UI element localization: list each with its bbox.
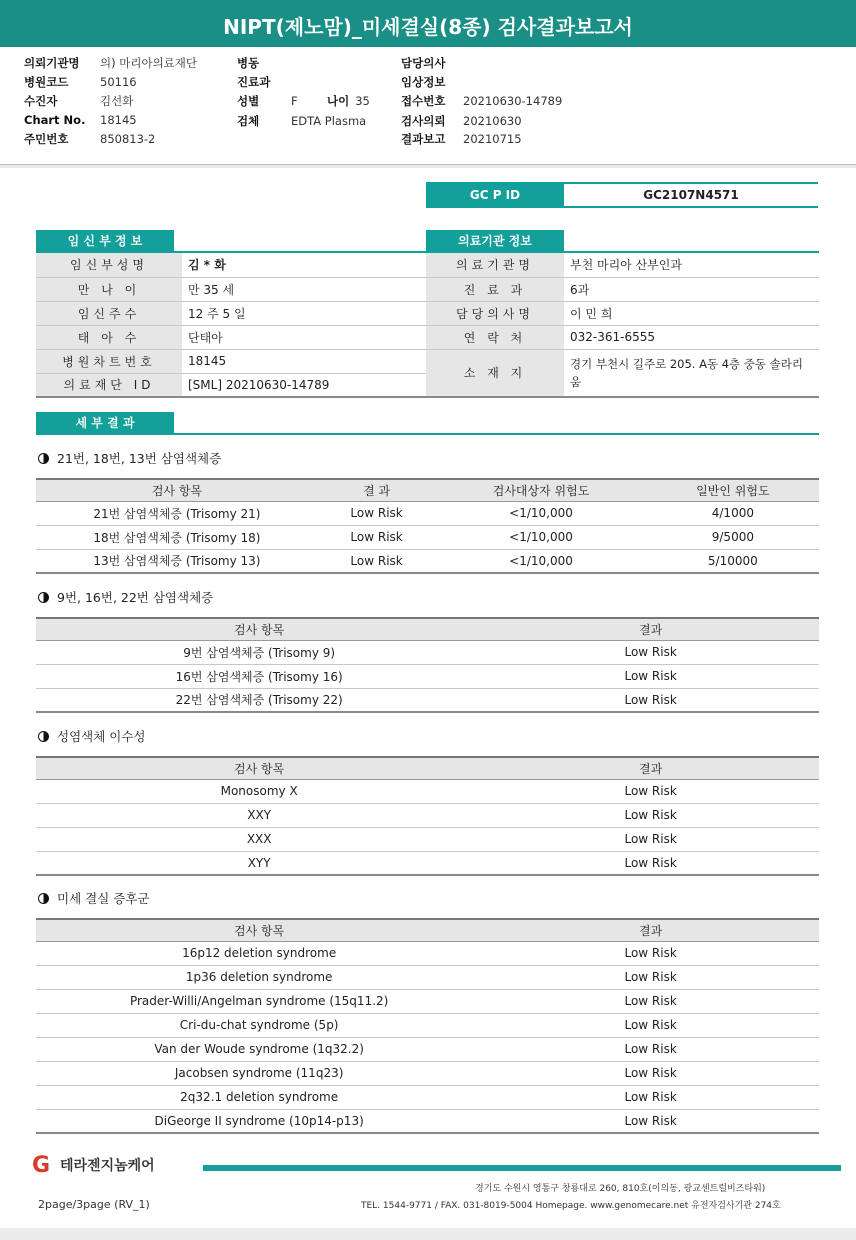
footer-teal-bar <box>203 1165 841 1171</box>
table-cell: Low Risk <box>482 941 819 965</box>
column-header: 결과 <box>482 919 819 941</box>
divider <box>0 165 856 168</box>
header-field-label: 병동 <box>237 56 260 70</box>
header-field-value: 50116 <box>100 75 137 89</box>
info-row <box>36 373 426 397</box>
info-row <box>36 277 426 301</box>
table-row <box>36 965 819 989</box>
section-trisomy-21-18-13 <box>38 449 221 467</box>
header-field <box>401 74 463 90</box>
info-row <box>426 325 819 349</box>
detail-results-tab: 세 부 결 과 <box>36 412 174 434</box>
table-microdeletion <box>36 918 819 1134</box>
table-cell: Low Risk <box>482 851 819 875</box>
header-field-value: EDTA Plasma <box>291 114 367 128</box>
table-row <box>36 1109 819 1133</box>
header-field <box>24 74 137 90</box>
header-field-label: 주민번호 <box>24 132 69 146</box>
info-row <box>426 301 819 325</box>
header-field-label: 병원코드 <box>24 75 69 89</box>
table-cell: 22번 삼염색체증 (Trisomy 22) <box>36 688 482 712</box>
table-header-row <box>36 618 819 640</box>
section-sex-chromosome <box>38 727 146 745</box>
header-field-value: 18145 <box>100 113 137 127</box>
table-header-row <box>36 919 819 941</box>
header-field <box>24 113 137 127</box>
pregnant-info-tab: 임 신 부 정 보 <box>36 230 174 252</box>
header-field <box>24 131 155 147</box>
header-field <box>401 93 562 109</box>
table-cell: Low Risk <box>482 965 819 989</box>
info-value: 이 민 희 <box>564 301 819 325</box>
table-cell: Low Risk <box>482 1085 819 1109</box>
report-title: NIPT(제노맘)_미세결실(8종) 검사결과보고서 <box>0 0 856 47</box>
column-header: 일반인 위험도 <box>647 479 819 501</box>
header-field <box>401 131 522 147</box>
table-cell: 4/1000 <box>647 501 819 525</box>
footer-contact: TEL. 1544-9771 / FAX. 031-8019-5004 Homepage. www.genomecare.net 유전자검사기관 274호 <box>361 1201 781 1211</box>
half-circle-icon <box>38 731 49 742</box>
header-field-label: 검체 <box>237 114 260 128</box>
header-field-label: 담당의사 <box>401 56 446 70</box>
header-field-value: 35 <box>355 94 370 108</box>
table-cell: 16번 삼염색체증 (Trisomy 16) <box>36 664 482 688</box>
info-key: 만 나 이 <box>36 277 182 301</box>
table-cell: XXY <box>36 803 482 827</box>
header-field <box>24 93 133 109</box>
table-row <box>36 525 819 549</box>
table-row <box>36 549 819 573</box>
section-title: 9번, 16번, 22번 삼염색체증 <box>57 590 214 605</box>
table-header-row <box>36 479 819 501</box>
column-header: 검사 항목 <box>36 618 482 640</box>
info-row <box>426 253 819 277</box>
column-header: 결 과 <box>318 479 435 501</box>
company-logo <box>32 1155 155 1177</box>
table-row <box>36 640 819 664</box>
table-cell: XXX <box>36 827 482 851</box>
info-value: [SML] 20210630-14789 <box>182 373 426 397</box>
section-title: 21번, 18번, 13번 삼염색체증 <box>57 451 222 466</box>
info-row <box>36 349 426 373</box>
table-row <box>36 851 819 875</box>
header-field <box>401 55 463 71</box>
info-key: 태 아 수 <box>36 325 182 349</box>
table-sex-chromosome <box>36 756 819 876</box>
table-cell: Low Risk <box>482 688 819 712</box>
table-cell: Low Risk <box>482 803 819 827</box>
table-header-row <box>36 757 819 779</box>
table-row <box>36 664 819 688</box>
footer-address: 경기도 수원시 영통구 창룡대로 260, 810호(이의동, 광교센트럴비즈타워) <box>475 1184 766 1194</box>
table-cell: DiGeorge II syndrome (10p14-p13) <box>36 1109 482 1133</box>
header-field-value: 20210630 <box>463 114 522 128</box>
header-field <box>24 55 197 71</box>
info-key: 임신주수 <box>36 301 182 325</box>
info-key: 임신부성명 <box>36 253 182 277</box>
table-cell: <1/10,000 <box>435 549 646 573</box>
table-cell: Low Risk <box>482 640 819 664</box>
header-field-value: 의) 마리아의료재단 <box>100 56 198 70</box>
table-trisomy-21-18-13 <box>36 478 819 574</box>
table-cell: 5/10000 <box>647 549 819 573</box>
table-cell: XYY <box>36 851 482 875</box>
table-cell: 2q32.1 deletion syndrome <box>36 1085 482 1109</box>
header-age <box>327 93 370 109</box>
table-cell: 13번 삼염색체증 (Trisomy 13) <box>36 549 318 573</box>
logo-g-icon: G <box>32 1153 51 1178</box>
table-cell: Prader-Willi/Angelman syndrome (15q11.2) <box>36 989 482 1013</box>
table-cell: Low Risk <box>318 501 435 525</box>
info-row <box>36 253 426 277</box>
table-cell: Low Risk <box>482 1109 819 1133</box>
info-value: 단태아 <box>182 325 426 349</box>
table-cell: Van der Woude syndrome (1q32.2) <box>36 1037 482 1061</box>
info-key: 의료기관명 <box>426 253 564 277</box>
column-header: 결과 <box>482 618 819 640</box>
section-title: 성염색체 이수성 <box>57 729 146 744</box>
header-field <box>237 55 291 71</box>
table-cell: Low Risk <box>482 779 819 803</box>
half-circle-icon <box>38 453 49 464</box>
table-cell: Jacobsen syndrome (11q23) <box>36 1061 482 1085</box>
column-header: 검사대상자 위험도 <box>435 479 646 501</box>
table-cell: Low Risk <box>482 827 819 851</box>
header-field-label: 수진자 <box>24 94 58 108</box>
header-field-value: 김선화 <box>100 94 134 108</box>
half-circle-icon <box>38 893 49 904</box>
table-row <box>36 1013 819 1037</box>
info-row <box>426 277 819 301</box>
table-cell: 1p36 deletion syndrome <box>36 965 482 989</box>
bottom-margin <box>0 1228 856 1240</box>
gcpid-value: GC2107N4571 <box>643 188 739 202</box>
column-header: 검사 항목 <box>36 919 482 941</box>
table-cell: Low Risk <box>482 1013 819 1037</box>
info-row <box>36 325 426 349</box>
header-field-value: 850813-2 <box>100 132 156 146</box>
patient-header <box>0 47 856 165</box>
info-value: 김 * 화 <box>182 253 426 277</box>
header-field <box>237 93 298 109</box>
info-value: 만 35 세 <box>182 277 426 301</box>
table-trisomy-9-16-22 <box>36 617 819 713</box>
header-field-value: F <box>291 94 298 108</box>
detail-results-rule <box>36 433 819 435</box>
header-field-value: 20210715 <box>463 132 522 146</box>
info-key: 진 료 과 <box>426 277 564 301</box>
section-trisomy-9-16-22 <box>38 588 213 606</box>
section-microdeletion <box>38 889 149 907</box>
info-value: 032-361-6555 <box>564 325 819 349</box>
info-row <box>426 349 819 397</box>
info-value: 6과 <box>564 277 819 301</box>
header-field-label: 의뢰기관명 <box>24 56 80 70</box>
header-field-label: 접수번호 <box>401 94 446 108</box>
clinic-info-table <box>426 253 819 398</box>
header-field-label: 성별 <box>237 94 260 108</box>
table-cell: Low Risk <box>482 989 819 1013</box>
info-key: 담당의사명 <box>426 301 564 325</box>
header-field-label: 임상정보 <box>401 75 446 89</box>
header-field-value: 20210630-14789 <box>463 94 563 108</box>
gcpid-box <box>426 182 818 208</box>
table-cell: 16p12 deletion syndrome <box>36 941 482 965</box>
info-key: 병원차트번호 <box>36 349 182 373</box>
table-cell: Cri-du-chat syndrome (5p) <box>36 1013 482 1037</box>
header-field-label: 결과보고 <box>401 132 446 146</box>
info-key: 의료재단 ID <box>36 373 182 397</box>
table-row <box>36 688 819 712</box>
header-field-label: 검사의뢰 <box>401 114 446 128</box>
pregnant-info-table <box>36 253 426 398</box>
table-cell: Low Risk <box>482 1061 819 1085</box>
header-field-label: 나이 <box>327 94 350 108</box>
clinic-info-tab: 의료기관 정보 <box>426 230 564 252</box>
logo-text: 테라젠지놈케어 <box>60 1158 155 1174</box>
gcpid-label: GC P ID <box>426 184 564 206</box>
column-header: 검사 항목 <box>36 479 318 501</box>
table-cell: Low Risk <box>318 525 435 549</box>
table-row <box>36 941 819 965</box>
table-cell: Low Risk <box>318 549 435 573</box>
table-row <box>36 989 819 1013</box>
info-key: 소 재 지 <box>426 349 564 397</box>
table-cell: Low Risk <box>482 1037 819 1061</box>
info-value: 부천 마리아 산부인과 <box>564 253 819 277</box>
table-cell: 21번 삼염색체증 (Trisomy 21) <box>36 501 318 525</box>
table-row <box>36 1085 819 1109</box>
table-cell: 18번 삼염색체증 (Trisomy 18) <box>36 525 318 549</box>
half-circle-icon <box>38 592 49 603</box>
table-row <box>36 803 819 827</box>
table-cell: <1/10,000 <box>435 501 646 525</box>
table-row <box>36 827 819 851</box>
column-header: 검사 항목 <box>36 757 482 779</box>
table-cell: 9번 삼염색체증 (Trisomy 9) <box>36 640 482 664</box>
page-number: 2page/3page (RV_1) <box>38 1198 150 1211</box>
table-row <box>36 1061 819 1085</box>
info-value: 18145 <box>182 349 426 373</box>
table-row <box>36 501 819 525</box>
section-title: 미세 결실 증후군 <box>57 891 150 906</box>
table-cell: 9/5000 <box>647 525 819 549</box>
table-cell: <1/10,000 <box>435 525 646 549</box>
table-cell: Monosomy X <box>36 779 482 803</box>
header-field-label: Chart No. <box>24 113 86 127</box>
table-row <box>36 1037 819 1061</box>
header-field <box>401 113 522 129</box>
header-field <box>237 74 291 90</box>
info-key: 연 락 처 <box>426 325 564 349</box>
table-cell: Low Risk <box>482 664 819 688</box>
info-value: 경기 부천시 길주로 205. A동 4층 중동 솔라리움 <box>564 349 819 397</box>
header-field <box>237 113 366 129</box>
info-row <box>36 301 426 325</box>
table-row <box>36 779 819 803</box>
info-value: 12 주 5 일 <box>182 301 426 325</box>
header-field-label: 진료과 <box>237 75 271 89</box>
column-header: 결과 <box>482 757 819 779</box>
